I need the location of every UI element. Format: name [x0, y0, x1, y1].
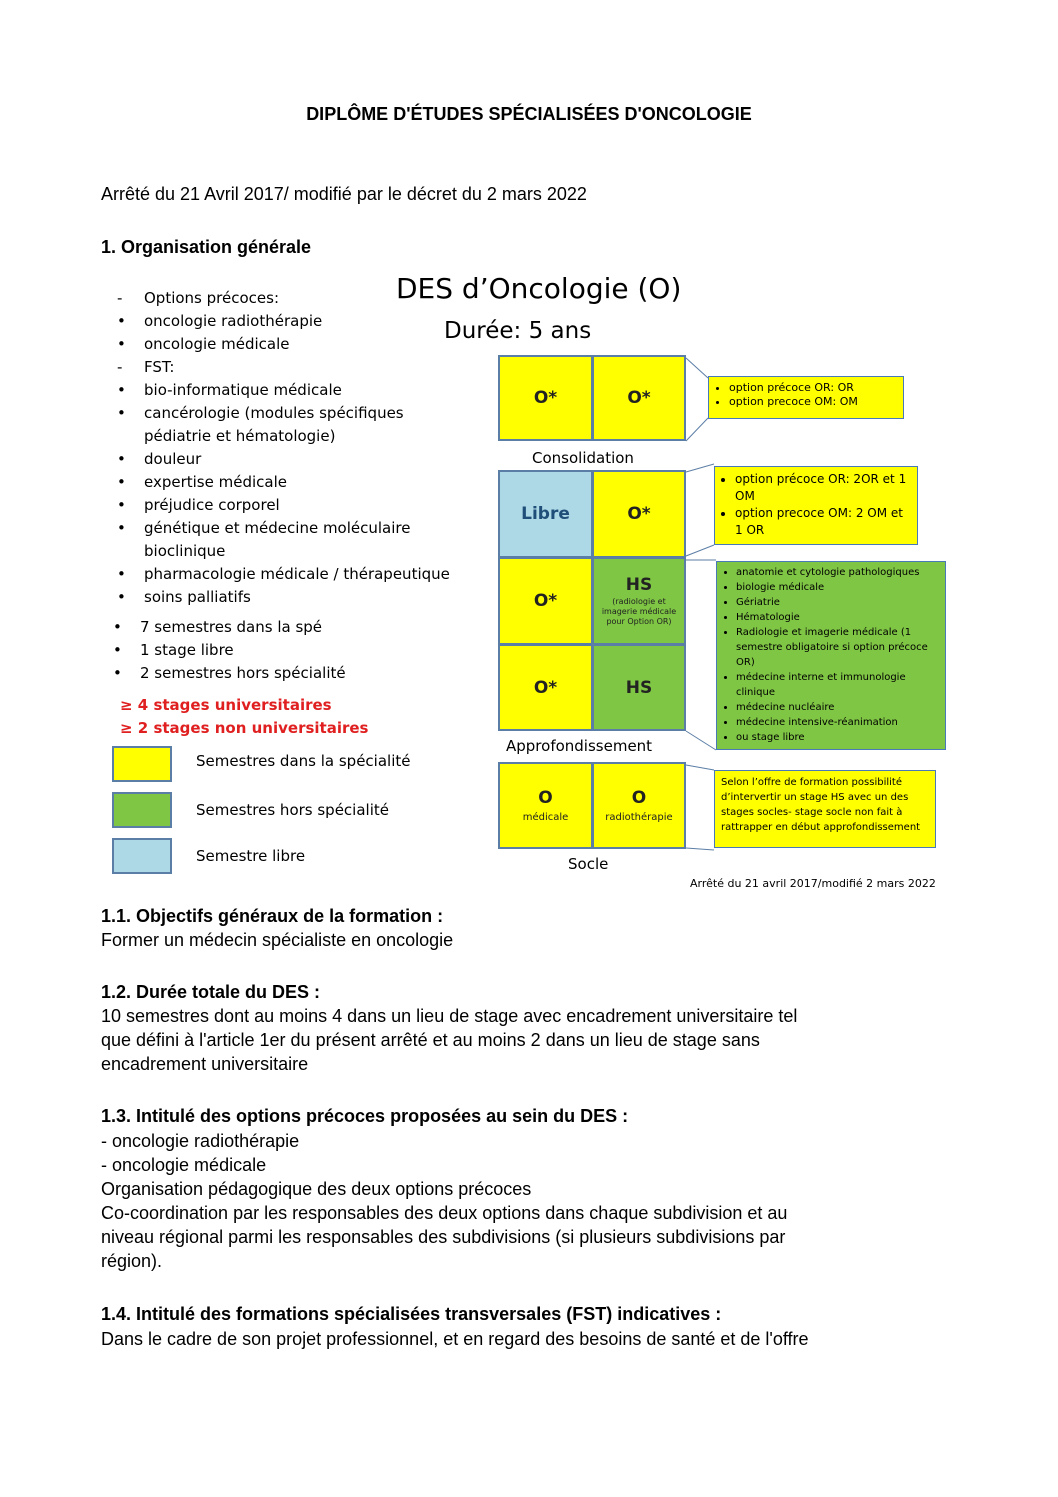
list-item: • génétique et médecine moléculaire [117, 519, 411, 537]
cell-hs-1: HS (radiologie et imagerie médicale pour Option OR) [592, 557, 686, 645]
note-item: • option precoce OM: OM [729, 395, 897, 409]
legend-label: Semestre libre [196, 847, 306, 865]
cell-approf-3: O* [498, 644, 593, 731]
list-item: bioclinique [144, 542, 226, 560]
body-line: encadrement universitaire [101, 1054, 309, 1074]
legend-label: Semestres dans la spécialité [196, 752, 411, 770]
list-item: • pharmacologie médicale / thérapeutique [117, 565, 450, 583]
cell-socle-2: O radiothérapie [592, 762, 686, 849]
section-1-3-heading: 1.3. Intitulé des options précoces proposées au sein du DES : [101, 1106, 629, 1126]
figure-caption: Arrêté du 21 avril 2017/modifié 2 mars 2022 [690, 877, 936, 890]
cell-socle-1: O médicale [498, 762, 593, 849]
body-line: niveau régional parmi les responsables des subdivisions (si plusieurs subdivisions par [101, 1227, 786, 1247]
intro-line: Arrêté du 21 Avril 2017/ modifié par le décret du 2 mars 2022 [101, 184, 587, 204]
body-line: Organisation pédagogique des deux options précoces [101, 1179, 532, 1199]
note-item: • Hématologie [736, 610, 940, 625]
cell-consolidation-1: O* [498, 355, 593, 441]
note-item: • médecine interne et immunologie clinique [736, 670, 940, 700]
figure-heading: DES d’Oncologie (O) [396, 272, 682, 305]
list-item: • oncologie radiothérapie [117, 312, 323, 330]
body-line: que défini à l'article 1er du présent arrêté et au moins 2 dans un lieu de stage sans [101, 1030, 760, 1050]
note-item: • anatomie et cytologie pathologiques [736, 565, 940, 580]
body-line: - oncologie radiothérapie [101, 1131, 300, 1151]
cell-consolidation-2: O* [592, 355, 686, 441]
note-socle: Selon l’offre de formation possibilité d’intervertir un stage HS avec un des stages socles- stage socle non fait à rattrapper en début approfondissement [714, 770, 936, 848]
cell-approf-1: O* [592, 470, 686, 558]
phase-label-approfondissement: Approfondissement [506, 737, 653, 755]
body-line: Former un médecin spécialiste en oncologie [101, 930, 454, 950]
list-item: • soins palliatifs [117, 588, 251, 606]
section-1-4-body [101, 1327, 809, 1351]
requirement-line: ≥ 2 stages non universitaires [120, 719, 369, 737]
body-line: Dans le cadre de son projet professionnel, et en regard des besoins de santé et de l'offre [101, 1329, 809, 1349]
note-item: • option précoce OR: 2OR et 1 OM [735, 471, 911, 505]
figure-duration: Durée: 5 ans [444, 318, 592, 344]
list-item: • douleur [117, 450, 202, 468]
section-1-2-heading: 1.2. Durée totale du DES : [101, 982, 321, 1002]
list-item: - Options précoces: [117, 289, 279, 307]
section-1-4-heading: 1.4. Intitulé des formations spécialisées transversales (FST) indicatives : [101, 1304, 722, 1324]
list-item: • préjudice corporel [117, 496, 280, 514]
list-item: • expertise médicale [117, 473, 287, 491]
phase-label-socle: Socle [568, 855, 609, 873]
cell-libre: Libre [498, 470, 593, 558]
list-item: • bio-informatique médicale [117, 381, 342, 399]
note-approfondissement-options [714, 466, 918, 545]
list-item: • 2 semestres hors spécialité [113, 664, 346, 682]
cell-hs-2: HS [592, 644, 686, 731]
note-item: • option precoce OM: 2 OM et 1 OR [735, 505, 911, 539]
legend-label: Semestres hors spécialité [196, 801, 389, 819]
note-item: • biologie médicale [736, 580, 940, 595]
requirement-line: ≥ 4 stages universitaires [120, 696, 332, 714]
body-line: Co-coordination par les responsables des deux options dans chaque subdivision et au [101, 1203, 788, 1223]
body-line: région). [101, 1251, 163, 1271]
list-item: • cancérologie (modules spécifiques [117, 404, 404, 422]
note-item: • médecine intensive-réanimation [736, 715, 940, 730]
note-item: • Radiologie et imagerie médicale (1 semestre obligatoire si option précoce OR) [736, 625, 940, 670]
note-item: • ou stage libre [736, 730, 940, 745]
cell-approf-2: O* [498, 557, 593, 645]
document-title: DIPLÔME D'ÉTUDES SPÉCIALISÉES D'ONCOLOGIE [306, 104, 752, 124]
section-1-1-body [101, 928, 453, 952]
section-1-heading: 1. Organisation générale [101, 237, 312, 257]
note-item: • médecine nucléaire [736, 700, 940, 715]
note-item: • Gériatrie [736, 595, 940, 610]
section-1-1-heading: 1.1. Objectifs généraux de la formation : [101, 906, 444, 926]
list-item: - FST: [117, 358, 175, 376]
body-line: 10 semestres dont au moins 4 dans un lieu de stage avec encadrement universitaire tel [101, 1006, 798, 1026]
phase-label-consolidation: Consolidation [532, 449, 634, 467]
section-1-3-body [101, 1129, 787, 1273]
note-consolidation [708, 376, 904, 419]
note-item: • option précoce OR: OR [729, 381, 897, 395]
body-line: - oncologie médicale [101, 1155, 267, 1175]
list-item: • 1 stage libre [113, 641, 234, 659]
section-1-2-body [101, 1004, 797, 1076]
list-item: • oncologie médicale [117, 335, 290, 353]
list-item: • 7 semestres dans la spé [113, 618, 323, 636]
note-hs-list [716, 561, 946, 750]
list-item: pédiatrie et hématologie) [144, 427, 336, 445]
